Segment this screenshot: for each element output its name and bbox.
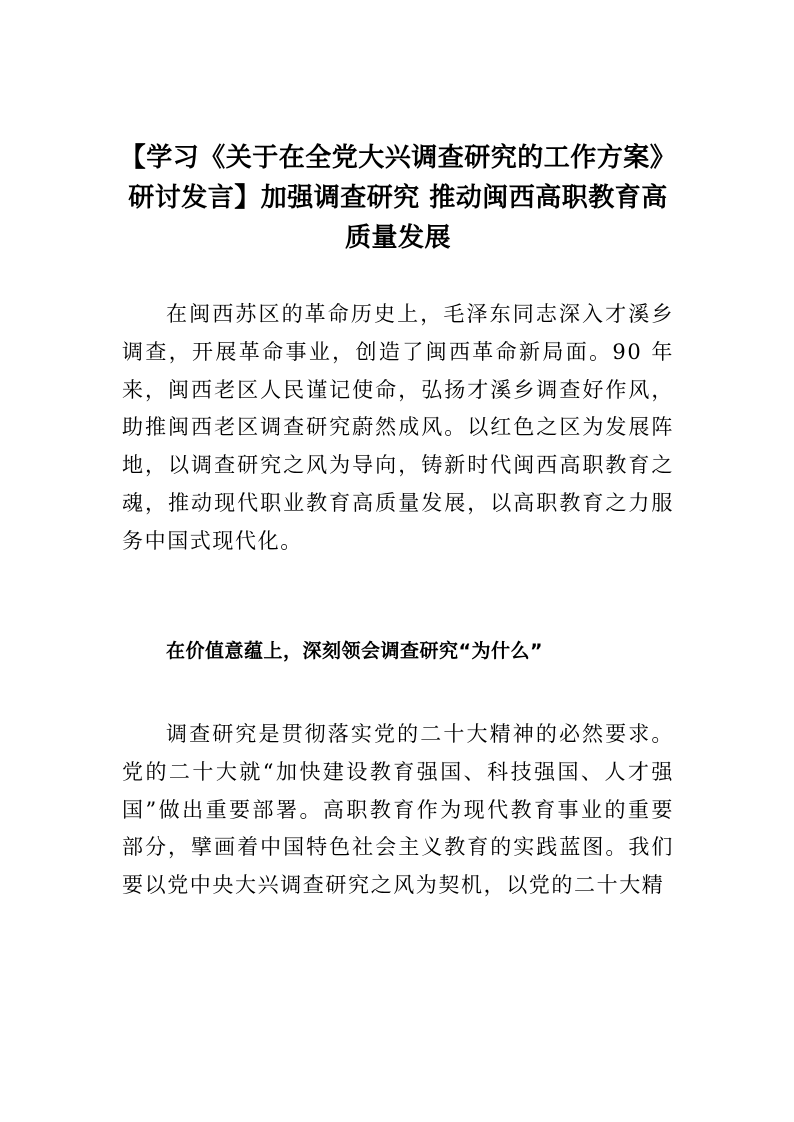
body-paragraph-2: 调查研究是贯彻落实党的二十大精神的必然要求。党的二十大就“加快建设教育强国、科技强国、人才强国”做出重要部署。高职教育作为现代教育事业的重要部分，擘画着中国特色社会主义教育的实践蓝图。我们要以党中央大兴调查研究之风为契机，以党的二十大精 [122, 722, 674, 898]
section-heading: 在价值意蕴上，深刻领会调查研究“为什么” [166, 640, 543, 662]
document-title: 【学习《关于在全党大兴调查研究的工作方案》研讨发言】加强调查研究 推动闽西高职教育高质量发展 [119, 143, 677, 253]
body-paragraph-1: 在闽西苏区的革命历史上，毛泽东同志深入才溪乡调查，开展革命事业，创造了闽西革命新局面。90 年来，闽西老区人民谨记使命，弘扬才溪乡调查好作风，助推闽西老区调查研究蔚然成风。以红色之区为发展阵地，以调查研究之风为导向，铸新时代闽西高职教育之魂，推动现代职业教育高质量发展，以高职教育之力服务中国式现代化。 [122, 302, 674, 553]
